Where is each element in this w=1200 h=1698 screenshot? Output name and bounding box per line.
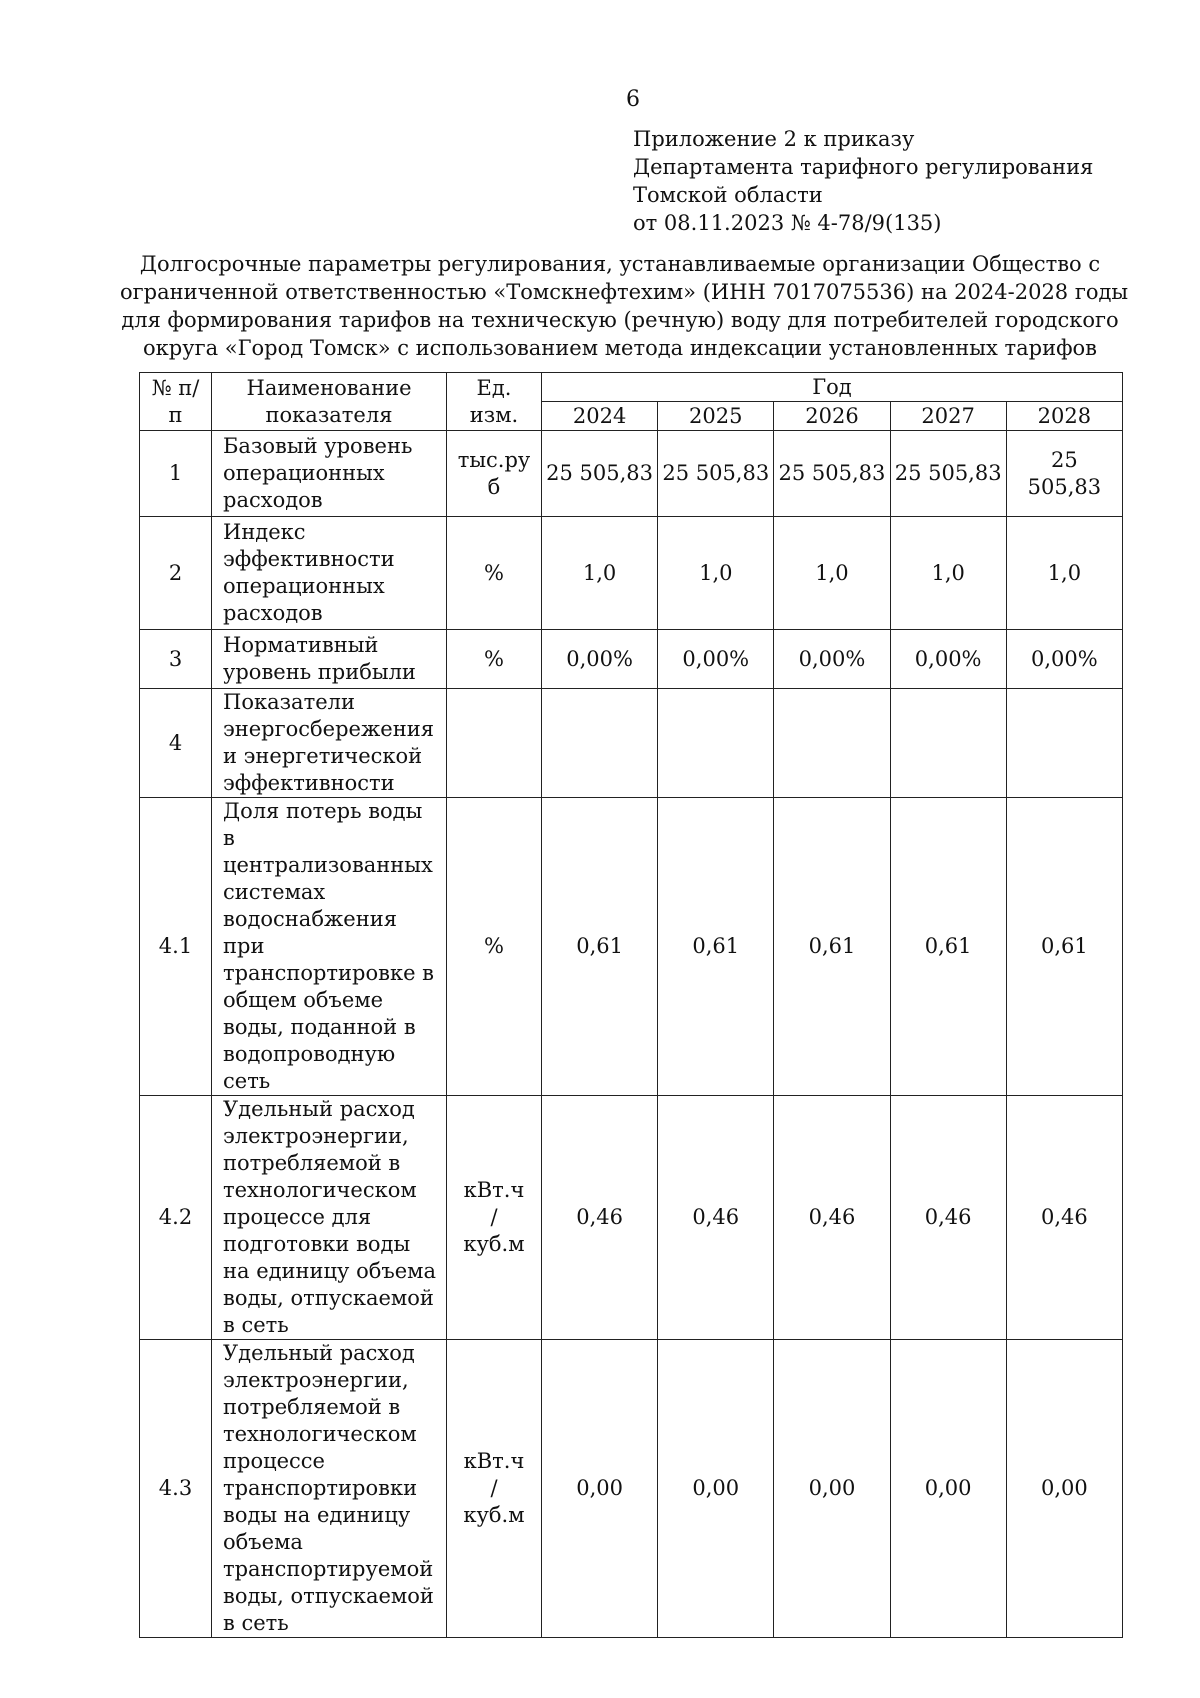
value-cell bbox=[1006, 689, 1122, 798]
value-cell: 1,0 bbox=[774, 517, 890, 630]
value-cell bbox=[890, 689, 1006, 798]
value-cell: 1,0 bbox=[1006, 517, 1122, 630]
value-cell: 0,00 bbox=[1006, 1340, 1122, 1638]
value-cell: 0,61 bbox=[542, 798, 658, 1096]
value-cell: 0,00% bbox=[774, 630, 890, 689]
header-year: 2026 bbox=[774, 402, 890, 431]
appendix-line: Томской области bbox=[633, 183, 823, 207]
table-row bbox=[140, 431, 1123, 517]
unit bbox=[447, 689, 542, 798]
value-cell bbox=[658, 689, 774, 798]
appendix-line: Департамента тарифного регулирования bbox=[633, 155, 1094, 179]
header-year: 2027 bbox=[890, 402, 1006, 431]
header-unit: Ед. изм. bbox=[447, 373, 542, 431]
appendix-line: Приложение 2 к приказу bbox=[633, 127, 915, 151]
table-row bbox=[140, 689, 1123, 798]
value-cell: 0,46 bbox=[890, 1096, 1006, 1340]
value-cell: 0,46 bbox=[1006, 1096, 1122, 1340]
value-cell: 0,00 bbox=[774, 1340, 890, 1638]
value-cell: 0,00% bbox=[890, 630, 1006, 689]
indicator-name: Базовый уровень операционных расходов bbox=[212, 431, 447, 517]
value-cell: 0,46 bbox=[774, 1096, 890, 1340]
row-number: 4 bbox=[140, 689, 212, 798]
unit: кВт.ч / куб.м bbox=[447, 1340, 542, 1638]
value-cell: 0,00% bbox=[1006, 630, 1122, 689]
row-number: 2 bbox=[140, 517, 212, 630]
appendix-reference bbox=[633, 125, 1093, 237]
header-year: 2024 bbox=[542, 402, 658, 431]
value-cell: 1,0 bbox=[542, 517, 658, 630]
value-cell: 25 505,83 bbox=[542, 431, 658, 517]
value-cell: 0,00 bbox=[658, 1340, 774, 1638]
value-cell bbox=[774, 689, 890, 798]
value-cell bbox=[542, 689, 658, 798]
unit: кВт.ч / куб.м bbox=[447, 1096, 542, 1340]
table-row bbox=[140, 1096, 1123, 1340]
value-cell: 1,0 bbox=[890, 517, 1006, 630]
value-cell: 0,00 bbox=[890, 1340, 1006, 1638]
header-year: 2028 bbox=[1006, 402, 1122, 431]
value-cell: 25 505,83 bbox=[1006, 431, 1122, 517]
value-cell: 25 505,83 bbox=[774, 431, 890, 517]
table-row bbox=[140, 798, 1123, 1096]
row-number: 4.1 bbox=[140, 798, 212, 1096]
indicator-name: Нормативный уровень прибыли bbox=[212, 630, 447, 689]
header-name: Наименование показателя bbox=[212, 373, 447, 431]
value-cell: 0,46 bbox=[542, 1096, 658, 1340]
row-number: 4.3 bbox=[140, 1340, 212, 1638]
unit: % bbox=[447, 798, 542, 1096]
value-cell: 0,46 bbox=[658, 1096, 774, 1340]
value-cell: 25 505,83 bbox=[658, 431, 774, 517]
value-cell: 0,61 bbox=[658, 798, 774, 1096]
unit: тыс.ру б bbox=[447, 431, 542, 517]
value-cell: 25 505,83 bbox=[890, 431, 1006, 517]
parameters-table bbox=[139, 372, 1123, 1638]
table-row bbox=[140, 517, 1123, 630]
page-number: 6 bbox=[626, 87, 640, 112]
header-num: № п/п bbox=[140, 373, 212, 431]
document-title bbox=[120, 250, 1129, 362]
table-row bbox=[140, 1340, 1123, 1638]
indicator-name: Индекс эффективности операционных расходов bbox=[212, 517, 447, 630]
value-cell: 0,61 bbox=[774, 798, 890, 1096]
indicator-name: Показатели энергосбережения и энергетической эффективности bbox=[212, 689, 447, 798]
title-line: ограниченной ответственностью «Томскнефтехим» (ИНН 7017075536) на 2024-2028 годы bbox=[120, 280, 1129, 304]
unit: % bbox=[447, 517, 542, 630]
value-cell: 0,61 bbox=[1006, 798, 1122, 1096]
title-line: округа «Город Томск» с использованием метода индексации установленных тарифов bbox=[143, 336, 1097, 360]
table-row bbox=[140, 630, 1123, 689]
appendix-line: от 08.11.2023 № 4-78/9(135) bbox=[633, 211, 942, 235]
indicator-name: Удельный расход электроэнергии, потребляемой в технологическом процессе для подготовки воды на единицу объема воды, отпускаемой в сеть bbox=[212, 1096, 447, 1340]
title-line: Долгосрочные параметры регулирования, устанавливаемые организации Общество с bbox=[139, 252, 1101, 276]
title-line: для формирования тарифов на техническую (речную) воду для потребителей городского bbox=[121, 308, 1119, 332]
value-cell: 1,0 bbox=[658, 517, 774, 630]
row-number: 3 bbox=[140, 630, 212, 689]
value-cell: 0,00% bbox=[658, 630, 774, 689]
value-cell: 0,00% bbox=[542, 630, 658, 689]
row-number: 1 bbox=[140, 431, 212, 517]
value-cell: 0,61 bbox=[890, 798, 1006, 1096]
value-cell: 0,00 bbox=[542, 1340, 658, 1638]
indicator-name: Доля потерь воды в централизованных системах водоснабжения при транспортировке в общем объеме воды, поданной в водопроводную сеть bbox=[212, 798, 447, 1096]
unit: % bbox=[447, 630, 542, 689]
header-year-group: Год bbox=[542, 373, 1123, 402]
header-year: 2025 bbox=[658, 402, 774, 431]
row-number: 4.2 bbox=[140, 1096, 212, 1340]
indicator-name: Удельный расход электроэнергии, потребляемой в технологическом процессе транспортировки воды на единицу объема транспортируемой воды, отпускаемой в сеть bbox=[212, 1340, 447, 1638]
